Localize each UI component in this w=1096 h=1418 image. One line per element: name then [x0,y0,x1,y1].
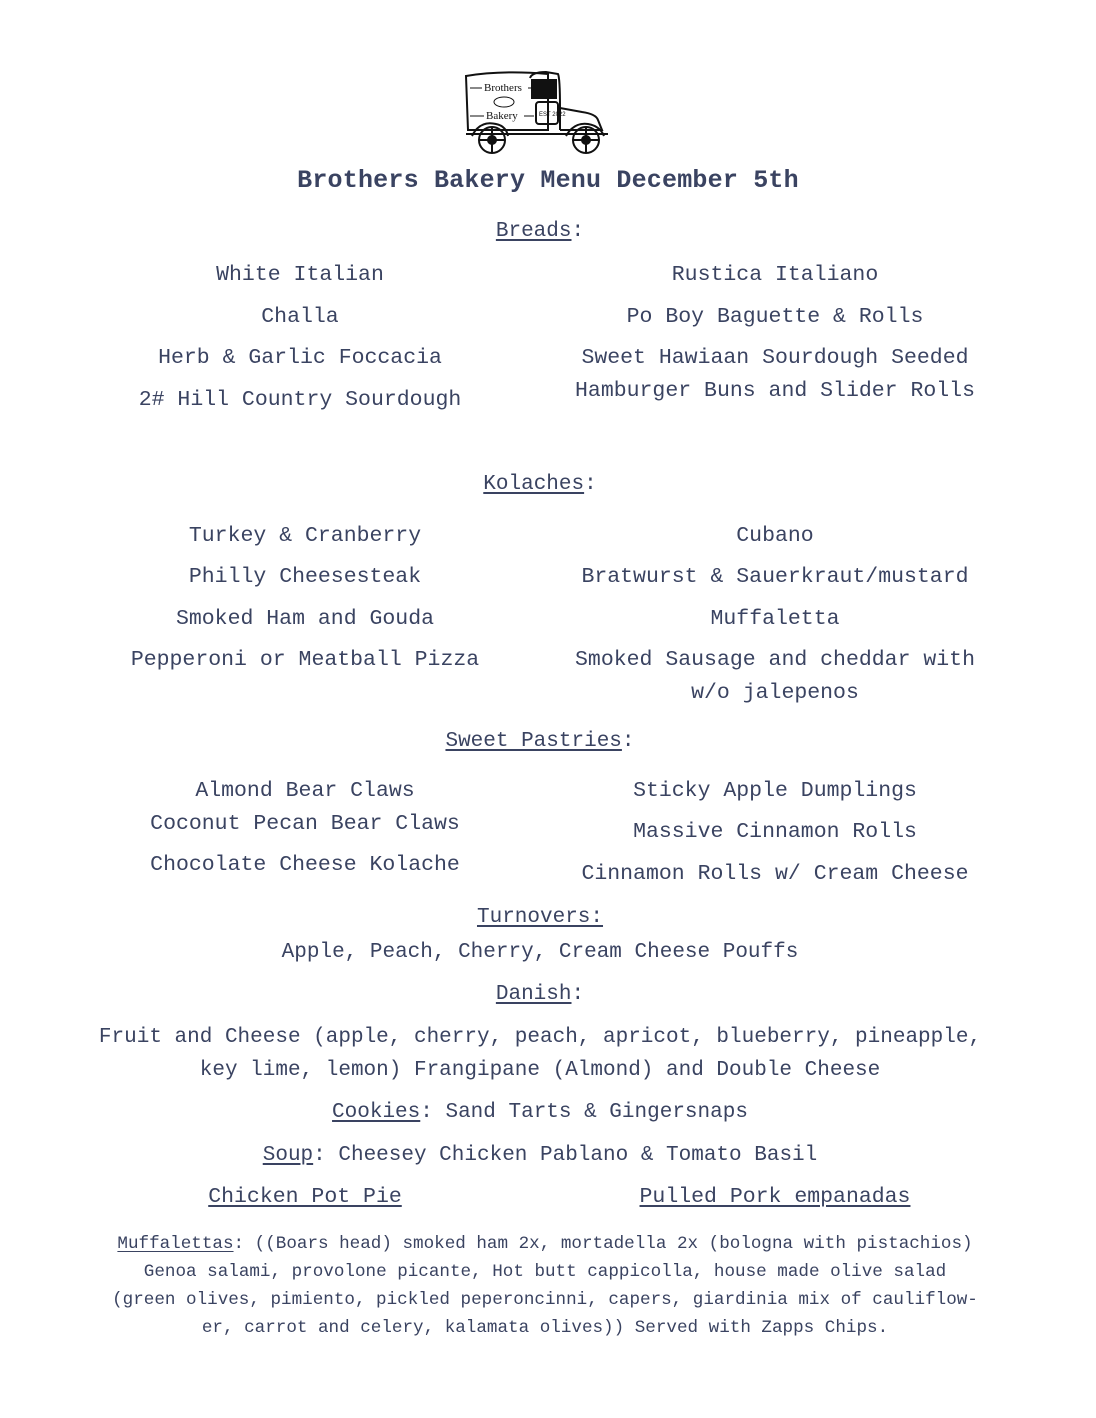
breads-heading-label: Breads [495,220,572,243]
bread-item: Po Boy Baguette & Rolls [626,305,924,329]
bread-item: 2# Hill Country Sourdough [138,388,462,412]
menu-title: Brothers Bakery Menu December 5th [297,166,799,195]
cookies-line [60,1096,1020,1129]
danish-line: key lime, lemon) Frangipane (Almond) and Double Cheese [199,1059,881,1082]
delivery-truck-icon [462,68,614,160]
turnovers-heading [0,906,1080,929]
muffalettas-text: ((Boars head) smoked ham 2x, mortadella 2x (bologna with pistachios) [244,1234,973,1254]
kolache-item: Cubano [736,524,814,548]
colon: : [233,1234,245,1254]
pastry-item: Sticky Apple Dumplings [633,779,917,803]
muffalettas-label: Muffalettas [117,1234,234,1254]
sweet-pastries-heading-label: Sweet Pastries [445,730,622,753]
bread-item: Challa [261,305,339,329]
soup-label: Soup [262,1144,314,1167]
colon: : [313,1144,326,1167]
colon: : [584,473,597,496]
pastry-item: Cinnamon Rolls w/ Cream Cheese [581,862,969,886]
bread-item: White Italian [216,263,384,287]
muffalettas-line: Genoa salami, provolone picante, Hot butt cappicolla, house made olive salad [143,1262,947,1282]
pastry-item: Chocolate Cheese Kolache [150,853,460,877]
danish-line: Fruit and Cheese (apple, cherry, peach, apricot, blueberry, pineapple, [98,1026,982,1049]
bread-item: Rustica Italiano [671,263,879,287]
colon: : [571,983,585,1006]
soup-text: Cheesey Chicken Pablano & Tomato Basil [325,1144,818,1167]
pastry-item: Almond Bear Claws [195,779,415,803]
muffalettas-line: (green olives, pimiento, pickled peperoncinni, capers, giardinia mix of cauliflow- [112,1290,978,1310]
kolache-item: Muffaletta [710,607,840,631]
kolache-item: w/o jalepenos [691,681,859,705]
special-pulled-pork-empanadas: Pulled Pork empanadas [639,1185,911,1209]
soup-line [60,1139,1020,1172]
cookies-label: Cookies [332,1101,421,1124]
danish-heading [0,983,1080,1006]
bread-item: Herb & Garlic Foccacia [158,346,442,370]
sweet-pastries-heading [0,730,1080,753]
kolache-item: Turkey & Cranberry [188,524,422,548]
danish-heading-label: Danish [495,983,572,1006]
pastry-item: Coconut Pecan Bear Claws [150,812,460,836]
special-chicken-pot-pie: Chicken Pot Pie [208,1185,402,1209]
kolache-item: Smoked Sausage and cheddar with [575,648,975,672]
kolache-item: Philly Cheesesteak [188,565,422,589]
colon: : [571,220,585,243]
bread-item: Sweet Hawiaan Sourdough Seeded [581,346,969,370]
svg-text:Bakery: Bakery [486,110,518,122]
bread-item: Hamburger Buns and Slider Rolls [575,379,975,403]
bakery-truck-logo [462,68,614,160]
kolache-item: Smoked Ham and Gouda [175,607,435,631]
turnovers-list: Apple, Peach, Cherry, Cream Cheese Pouffs [281,941,799,964]
kolaches-heading-label: Kolaches [483,473,585,496]
colon: : [420,1101,433,1124]
kolache-item: Bratwurst & Sauerkraut/mustard [581,565,969,589]
cookies-text: Sand Tarts & Gingersnaps [432,1101,748,1124]
colon: : [621,730,635,753]
muffalettas-line: er, carrot and celery, kalamata olives)) Served with Zapps Chips. [201,1318,889,1338]
kolache-item: Pepperoni or Meatball Pizza [130,648,480,672]
pastry-item: Massive Cinnamon Rolls [633,820,917,844]
svg-text:EST 2022: EST 2022 [539,112,566,118]
breads-heading [0,220,1080,243]
svg-text:Brothers: Brothers [484,82,522,94]
turnovers-heading-label: Turnovers: [476,906,604,929]
kolaches-heading [0,473,1080,496]
muffalettas-line [60,1230,1030,1259]
